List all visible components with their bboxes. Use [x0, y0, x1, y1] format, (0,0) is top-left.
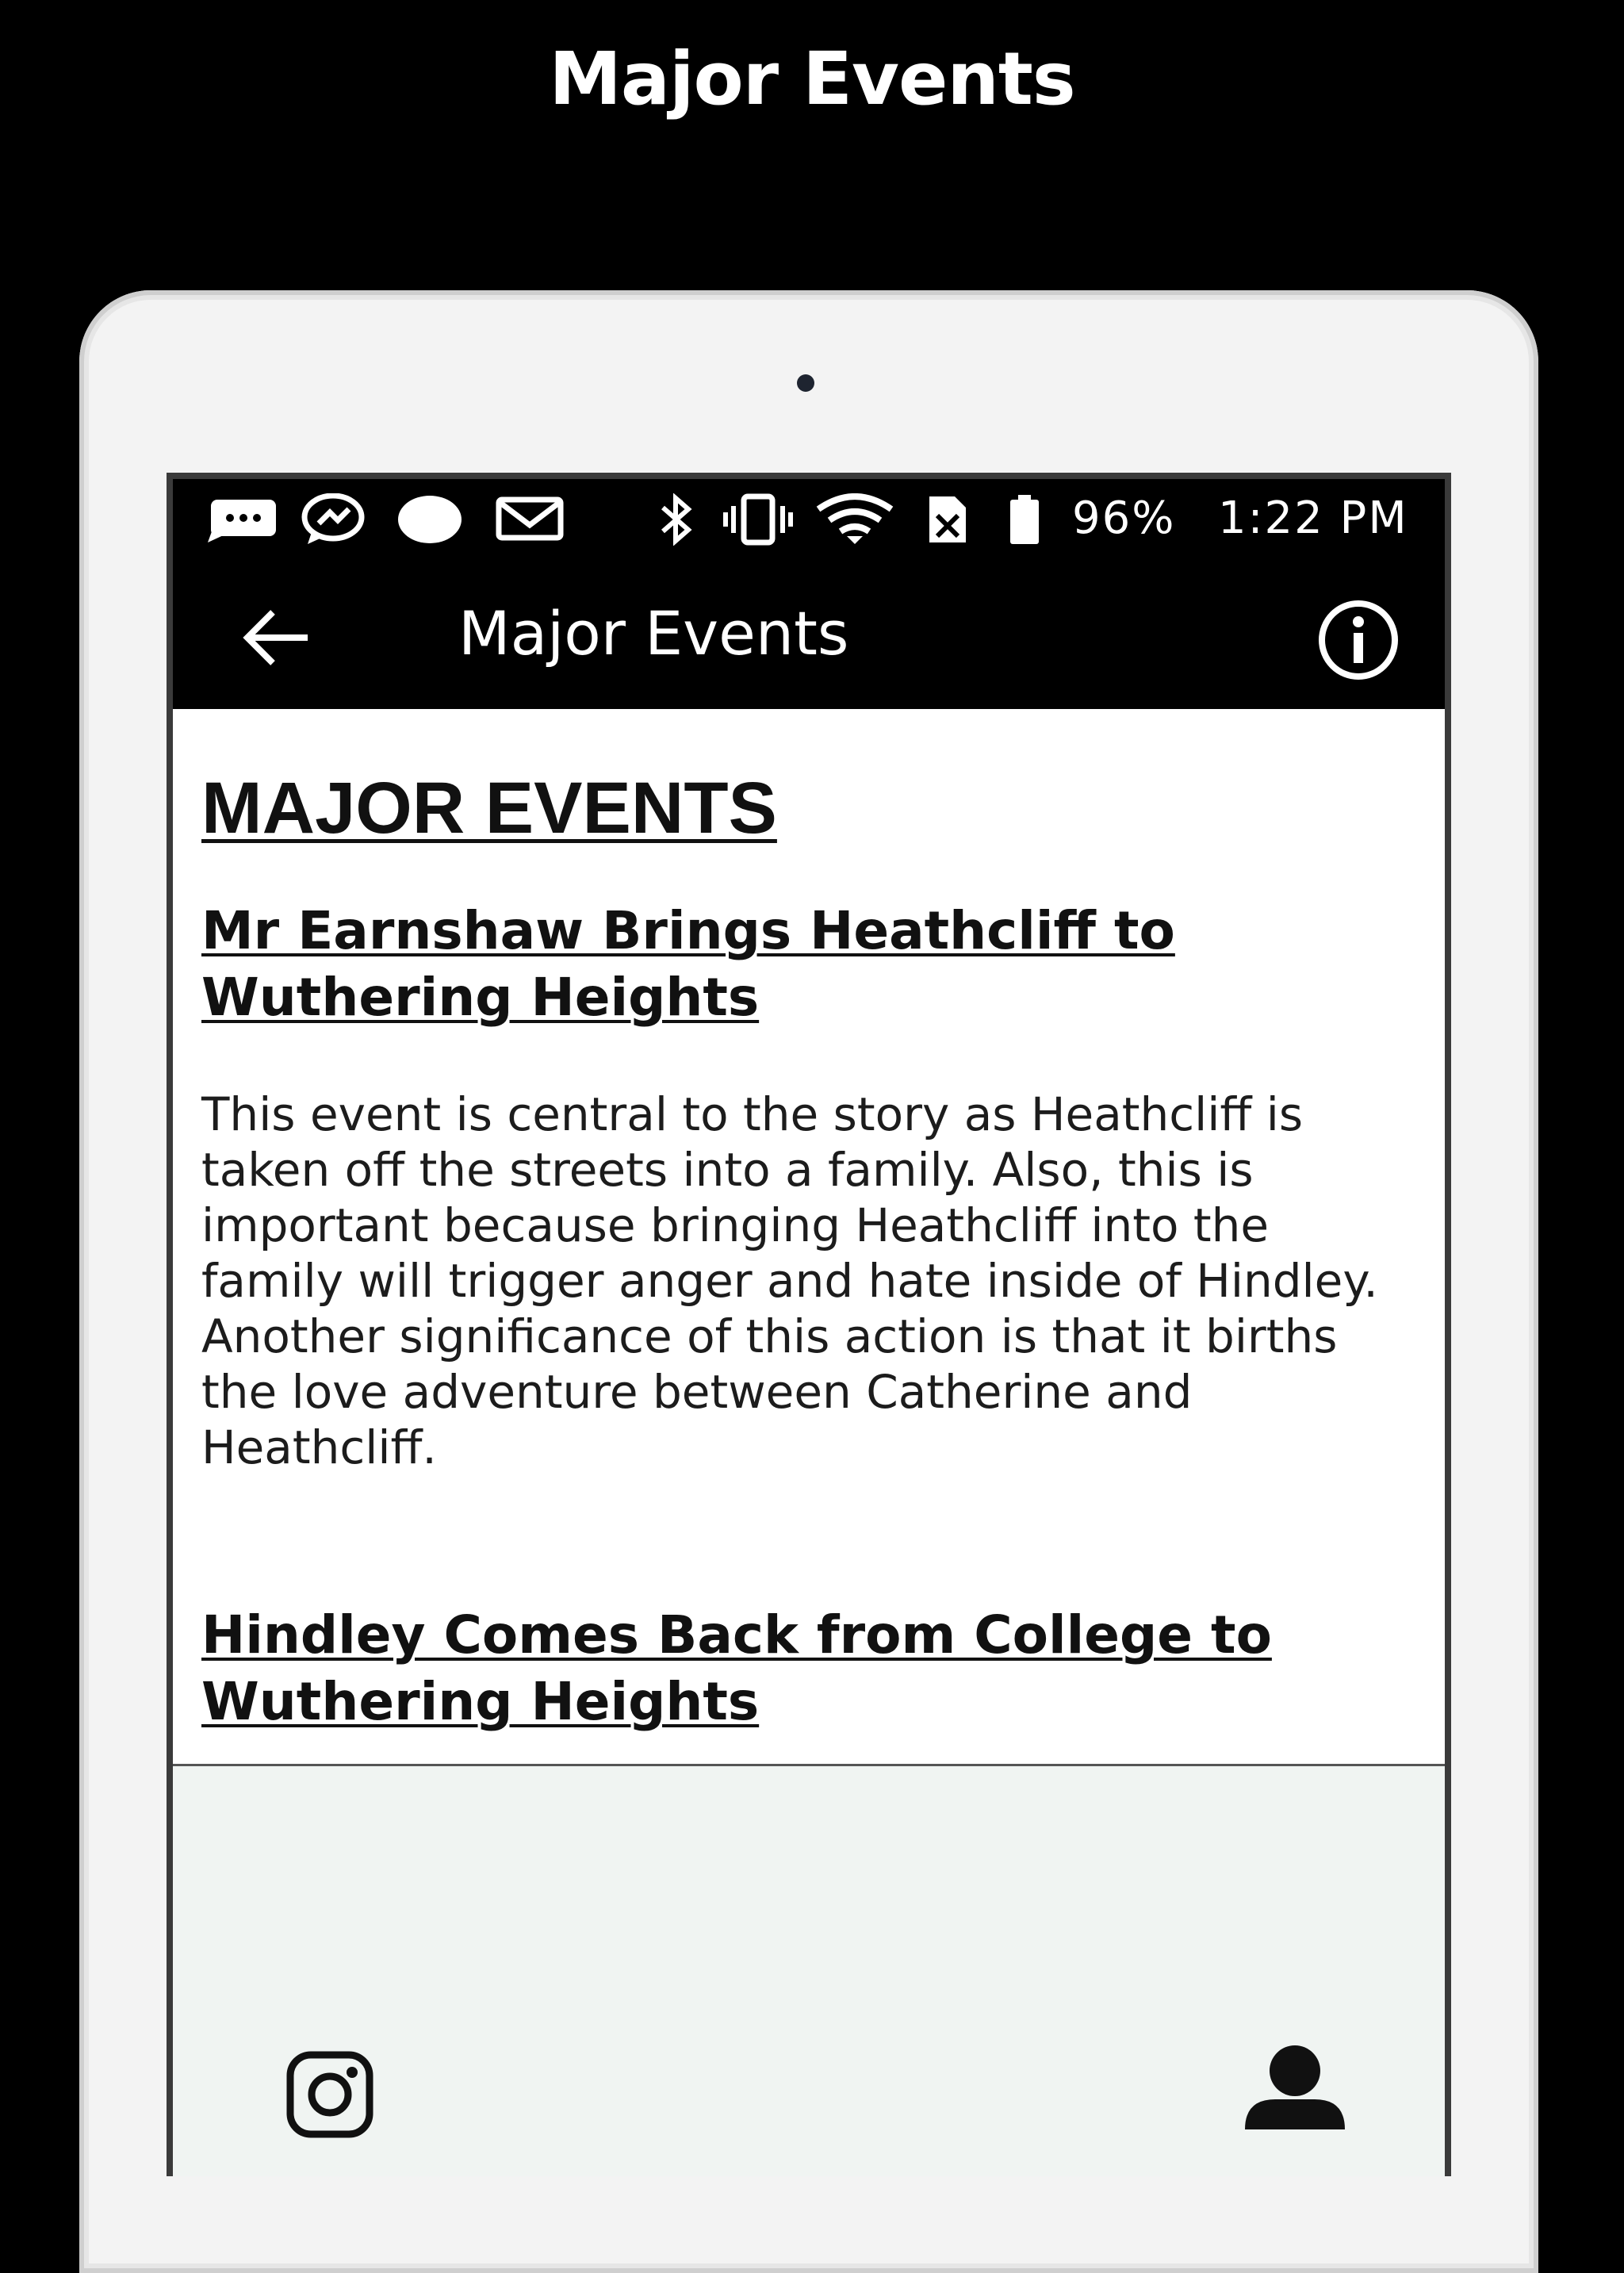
bluetooth-icon — [657, 493, 696, 546]
profile-icon[interactable] — [1243, 2044, 1346, 2131]
tablet-frame — [79, 290, 1538, 2273]
vibrate-icon — [720, 493, 796, 546]
battery-percent: 96% — [1072, 493, 1176, 544]
event-description: This event is central to the story as Heathcliff is taken off the streets into a family. Also, this is important because bringing Heathcliff into the family will trigger anger and hate inside of Hindley. Another significance of this action is that it births the love adventure between Catherine and Heathcliff. — [201, 1087, 1378, 1474]
bottom-bar — [173, 1764, 1445, 2176]
clock: 1:22 PM — [1218, 493, 1408, 544]
main-heading: MAJOR EVENTS — [201, 768, 777, 849]
gmail-icon — [494, 493, 565, 544]
app-bar — [173, 558, 1445, 709]
info-icon[interactable] — [1315, 596, 1402, 684]
event-title: Hindley Comes Back from College to Wuthering Heights — [201, 1604, 1272, 1732]
page-title: Major Events — [458, 598, 849, 669]
messenger-icon — [300, 493, 366, 546]
event-title: Mr Earnshaw Brings Heathcliff to Wuthering Heights — [201, 900, 1175, 1028]
front-camera — [797, 374, 814, 392]
arrow-left-icon[interactable] — [236, 598, 316, 677]
no-sim-icon — [925, 493, 969, 546]
wifi-icon — [815, 493, 894, 546]
status-bar — [173, 479, 1445, 558]
message-icon — [206, 493, 281, 544]
content-area[interactable] — [173, 709, 1445, 1764]
battery-icon — [1007, 493, 1042, 546]
instagram-icon[interactable] — [285, 2050, 374, 2139]
circle-icon — [396, 493, 463, 546]
device-screen — [167, 473, 1451, 2176]
promo-title: Major Events — [549, 36, 1075, 121]
